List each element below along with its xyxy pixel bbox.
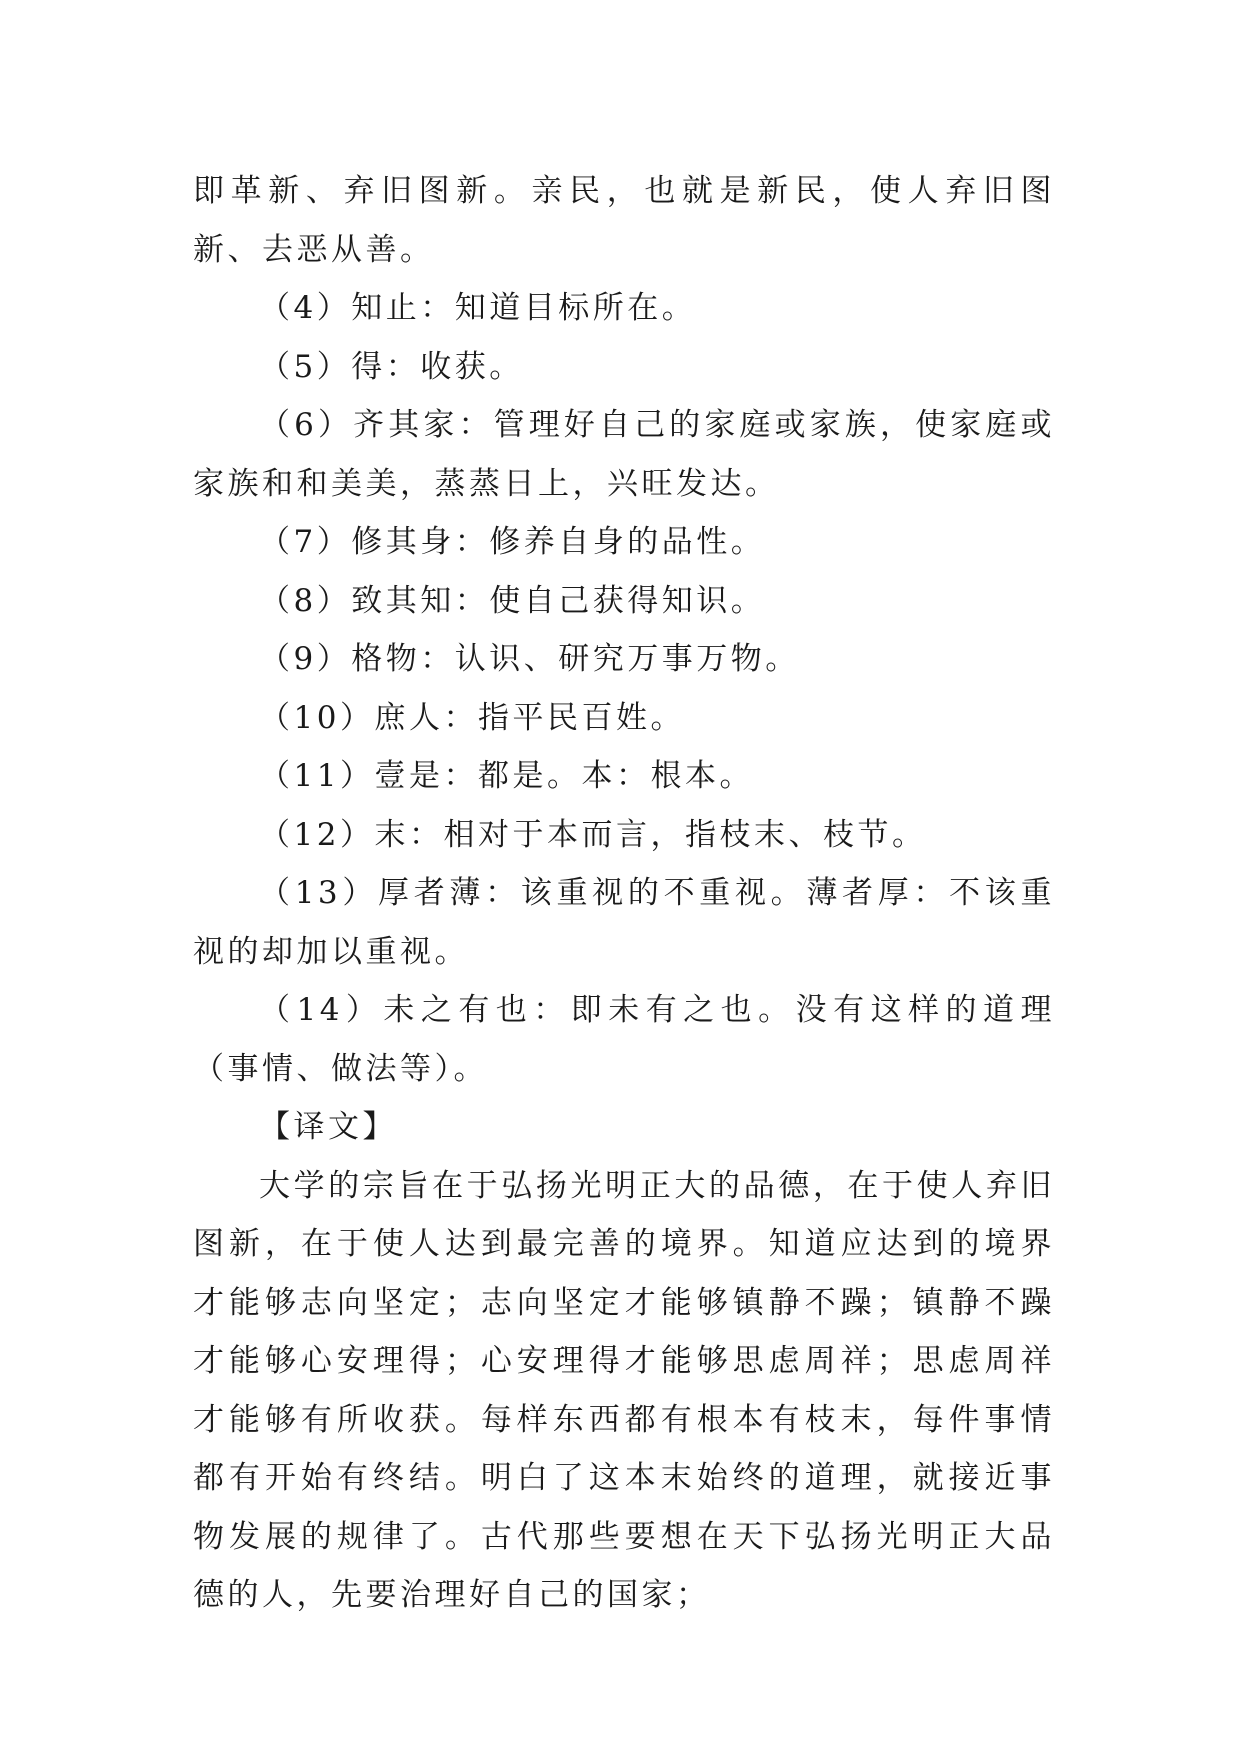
section-heading-translation: 【译文】	[259, 1109, 397, 1145]
translation-paragraph: 大学的宗旨在于弘扬光明正大的品德，在于使人弃旧图新，在于使人达到最完善的境界。知道应达到的境界才能够志向坚定；志向坚定才能够镇静不躁；镇静不躁才能够心安理得；心安理得才能够思虑周祥；思虑周祥才能够有所收获。每样东西都有根本有枝末，每件事情都有开始有终结。明白了这本末始终的道理，就接近事物发展的规律了。古代那些要想在天下弘扬光明正大品德的人，先要治理好自己的国家；	[193, 1167, 1055, 1613]
note-9: （9）格物：认识、研究万事万物。	[259, 641, 800, 677]
note-7: （7）修其身：修养自身的品性。	[259, 524, 766, 560]
note-14: （14）未之有也：即未有之也。没有这样的道理（事情、做法等）。	[193, 992, 1055, 1087]
note-10: （10）庶人：指平民百姓。	[259, 699, 685, 736]
note-12: （12）末：相对于本而言，指枝末、枝节。	[259, 816, 927, 853]
note-5: （5）得：收获。	[259, 348, 524, 385]
document-page	[193, 162, 1055, 1625]
note-6: （6）齐其家：管理好自己的家庭或家族，使家庭或家族和和美美，蒸蒸日上，兴旺发达。	[193, 407, 1055, 502]
note-8: （8）致其知：使自己获得知识。	[259, 582, 766, 619]
note-11: （11）壹是：都是。本：根本。	[259, 758, 754, 794]
note-4: （4）知止：知道目标所在。	[259, 290, 697, 326]
paragraph-continuation: 即革新、弃旧图新。亲民，也就是新民，使人弃旧图新、去恶从善。	[193, 173, 1055, 268]
note-13: （13）厚者薄：该重视的不重视。薄者厚：不该重视的却加以重视。	[193, 875, 1055, 970]
